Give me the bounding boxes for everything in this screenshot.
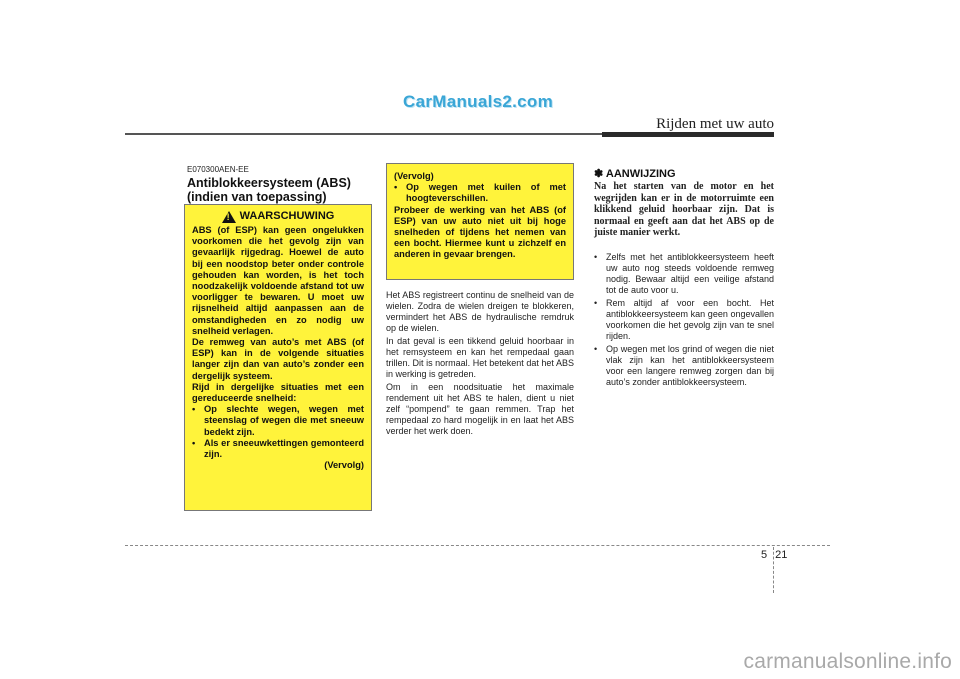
bullet-dot: • xyxy=(192,437,196,448)
warning-bullet xyxy=(192,404,364,438)
warning-triangle-icon xyxy=(222,211,236,223)
warning-paragraph: De remweg van auto’s met ABS (of ESP) kan in de volgende situaties langer zijn dan van auto’s zonder een dergelijk systeem. xyxy=(192,337,364,381)
continuation-bullet xyxy=(394,182,566,204)
warning-heading: WAARSCHUWING xyxy=(239,210,335,223)
warning-bullet-text: Als er sneeuwkettingen gemonteerd zijn. xyxy=(204,437,364,460)
section-code: E070300AEN-EE xyxy=(187,165,249,174)
note-bullet-text: Rem altijd af voor een bocht. Het antiblokkeersysteem kan geen ongevallen voorkomen die het gevolg zijn van te snel rijden. xyxy=(606,298,774,341)
note-heading xyxy=(594,167,676,180)
bullet-dot: • xyxy=(594,344,598,354)
continuation-bullet-text: Op wegen met kuilen of met hoogteverschillen. xyxy=(406,182,566,204)
note-bullet xyxy=(594,344,774,388)
section-title: Antiblokkeersysteem (ABS) (indien van toepassing) xyxy=(187,176,351,204)
page-number xyxy=(761,549,787,561)
footer-rule xyxy=(125,545,830,546)
warning-paragraph: ABS (of ESP) kan geen ongelukken voorkomen die het gevolg zijn van gevaarlijk rijgedrag. Hoewel de auto bij een noodstop beter onder controle gehouden kan worden, is het toch noodzakelijk voldoende afstand tot uw voorligger te bewaren. U moet uw rijsnelheid altijd aanpassen aan de omstandigheden en zo nodig uw snelheid verlagen. xyxy=(192,225,364,336)
chapter-header-title: Rijden met uw auto xyxy=(656,116,774,132)
watermark-carmanuals2: CarManuals2.com xyxy=(403,92,553,111)
asterisk-icon: ✽ xyxy=(594,168,604,180)
warning-bullet xyxy=(192,438,364,460)
note-list xyxy=(594,252,774,390)
note-heading-text: AANWIJZING xyxy=(605,168,676,180)
bullet-dot: • xyxy=(594,298,598,308)
body-paragraph: In dat geval is een tikkend geluid hoorbaar in het remsysteem en kan het rempedaal gaan trillen. Dit is normaal. Het betekent dat het ABS in werking is getreden. xyxy=(386,336,574,379)
chapter-number: 5 xyxy=(761,549,768,561)
warning-header xyxy=(192,211,364,223)
bullet-dot: • xyxy=(594,252,598,262)
warning-box xyxy=(184,204,372,511)
bullet-dot: • xyxy=(394,182,398,193)
body-paragraph: Om in een noodsituatie het maximale rendement uit het ABS te halen, dient u niet zelf “pompend” te gaan remmen. Trap het rempedaal zo hard mogelijk in en laat het ABS verder het werk doen. xyxy=(386,382,574,436)
note-bullet-text: Zelfs met het antiblokkeersysteem heeft uw auto nog steeds voldoende remweg nodig. Bewaar altijd een veilige afstand tot de auto voor u. xyxy=(606,252,774,295)
watermark-carmanualsonline: carmanualsonline.info xyxy=(743,650,952,673)
warning-bullet-text: Op slechte wegen, wegen met steenslag of wegen die met sneeuw bedekt zijn. xyxy=(204,404,364,437)
body-paragraph: Het ABS registreert continu de snelheid van de wielen. Zodra de wielen dreigen te blokkeren, vermindert het ABS de hydraulische remdruk op de wielen. xyxy=(386,290,574,333)
note-lead: Na het starten van de motor en het wegrijden kan er in de motorruimte een klikkend geluid hoorbaar zijn. Dat is normaal en geeft aan dat het ABS op de juiste manier werkt. xyxy=(594,181,774,238)
bullet-dot: • xyxy=(192,404,196,415)
warning-continuation-box xyxy=(386,163,574,280)
page-number-value: 21 xyxy=(775,549,788,561)
header-rule-bar xyxy=(602,132,774,137)
continuation-paragraph: Probeer de werking van het ABS (of ESP) van uw auto niet uit bij hoge snelheden of tijdens het nemen van een bocht. Hiermee kunt u zichzelf en anderen in gevaar brengen. xyxy=(394,204,566,260)
note-bullet-text: Op wegen met los grind of wegen die niet vlak zijn kan het antiblokkeersysteem voor een langere remweg zorgen dan bij auto’s zonder antiblokkeersysteem. xyxy=(606,344,774,387)
warning-continued: (Vervolg) xyxy=(324,460,364,471)
note-bullet xyxy=(594,252,774,296)
body-text xyxy=(386,290,574,439)
warning-paragraph: Rijd in dergelijke situaties met een gereduceerde snelheid: xyxy=(192,381,364,404)
continuation-heading: (Vervolg) xyxy=(394,171,434,181)
note-bullet xyxy=(594,298,774,342)
